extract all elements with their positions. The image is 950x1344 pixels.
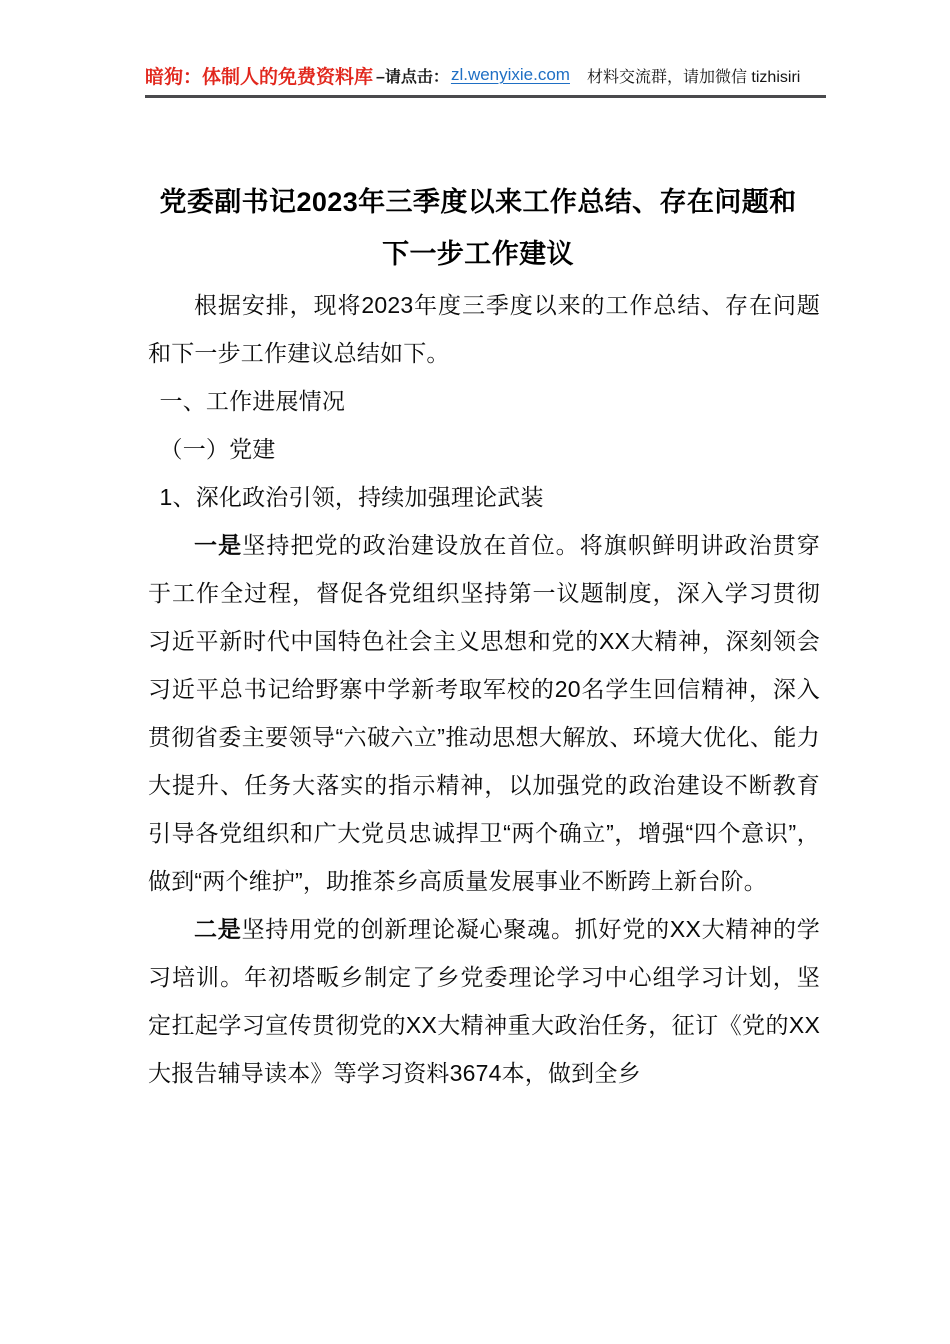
page-title: 党委副书记2023年三季度以来工作总结、存在问题和下一步工作建议 [159, 187, 797, 270]
point-one-lead: 一是 [194, 532, 243, 558]
heading-section-1: 一、工作进展情况 [159, 388, 346, 414]
paragraph-point-two [148, 905, 820, 1097]
watermark-link[interactable]: zl.wenyixie.com [450, 65, 570, 84]
watermark-brand-name: 体制人的免费资料库 [202, 66, 374, 88]
paragraph-point-one [148, 521, 820, 905]
watermark-brand-label: 暗狗： [145, 66, 203, 88]
header-divider [145, 95, 826, 98]
point-one-text: 坚持把党的政治建设放在首位。将旗帜鲜明讲政治贯穿于工作全过程，督促各党组织坚持第一议题制度，深入学习贯彻习近平新时代中国特色社会主义思想和党的XX大精神，深刻领会习近平总书记给野寨中学新考取军校的20名学生回信精神，深入贯彻省委主要领导“六破六立”推动思想大解放、环境大优化、能力大提升、任务大落实的指示精神，以加强党的政治建设不断教育引导各党组织和广大党员忠诚捍卫“两个确立”，增强“四个意识”，做到“两个维护”，助推茶乡高质量发展事业不断跨上新台阶。 [148, 532, 820, 894]
point-two-text: 坚持用党的创新理论凝心聚魂。抓好党的XX大精神的学习培训。年初塔畈乡制定了乡党委理论学习中心组学习计划，坚定扛起学习宣传贯彻党的XX大精神重大政治任务，征订《党的XX大报告辅导读本》等学习资料3674本，做到全乡 [148, 916, 820, 1086]
heading-item-1-1-1: 1、深化政治引领，持续加强理论武装 [159, 484, 544, 510]
watermark-click-prompt: –请点击： [376, 68, 449, 86]
paragraph-intro: 根据安排，现将2023年度三季度以来的工作总结、存在问题和下一步工作建议总结如下。 [148, 292, 820, 366]
watermark-contact-note: 材料交流群，请加微信 tizhisiri [586, 68, 801, 86]
document-body [148, 281, 820, 1097]
heading-subsection-1-1: （一）党建 [159, 436, 276, 462]
watermark-header [145, 58, 825, 92]
point-two-lead: 二是 [194, 916, 242, 942]
